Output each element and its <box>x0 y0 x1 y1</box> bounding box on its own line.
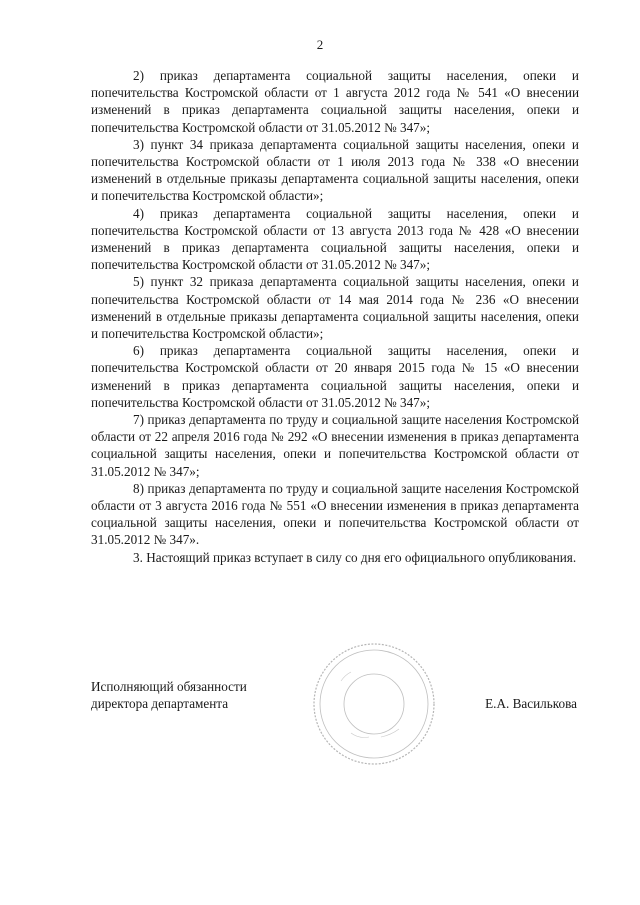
page-number: 2 <box>316 37 324 52</box>
document-body <box>91 67 579 566</box>
list-item: 3) пункт 34 приказа департамента социальной защиты населения, опеки и попечительства Костромской области от 1 июля 2013 года № 338 «О внесении изменений в отдельные приказы департамента социальной защиты населения, опеки и попечительства Костромской области»; <box>91 136 579 204</box>
list-item: 8) приказ департамента по труду и социальной защите населения Костромской области от 3 августа 2016 года № 551 «О внесении изменения в приказ департамента социальной защиты населения, опеки и попечительства Костромской области от 31.05.2012 № 347». <box>91 480 579 548</box>
list-item: 6) приказ департамента социальной защиты населения, опеки и попечительства Костромской области от 20 января 2015 года № 15 «О внесении изменений в приказ департамента социальной защиты населения, опеки и попечительства Костромской области от 31.05.2012 № 347»; <box>91 343 579 410</box>
signer-position-line: Исполняющий обязанности <box>91 679 247 694</box>
list-item: 4) приказ департамента социальной защиты населения, опеки и попечительства Костромской области от 13 августа 2013 года № 428 «О внесении изменений в приказ департамента социальной защиты населения, опеки и попечительства Костромской области от 31.05.2012 № 347»; <box>91 205 579 273</box>
list-item: 2) приказ департамента социальной защиты населения, опеки и попечительства Костромской области от 1 августа 2012 года № 541 «О внесении изменений в приказ департамента социальной защиты населения, опеки и попечительства Костромской области от 31.05.2012 № 347»; <box>91 68 579 135</box>
list-item: 5) пункт 32 приказа департамента социальной защиты населения, опеки и попечительства Костромской области от 14 мая 2014 года № 236 «О внесении изменений в отдельные приказы департамента социальной защиты населения, опеки и попечительства Костромской области»; <box>91 274 579 342</box>
list-item: 7) приказ департамента по труду и социальной защите населения Костромской области от 22 апреля 2016 года № 292 «О внесении изменения в приказ департамента социальной защиты населения, опеки и попечительства Костромской области от 31.05.2012 № 347»; <box>91 412 579 479</box>
signature-block <box>91 678 579 738</box>
signer-name: Е.А. Василькова <box>485 696 577 711</box>
effective-date-paragraph: 3. Настоящий приказ вступает в силу со дня его официального опубликования. <box>133 549 577 565</box>
signer-position <box>91 678 247 712</box>
signer-position-line: директора департамента <box>91 696 229 712</box>
